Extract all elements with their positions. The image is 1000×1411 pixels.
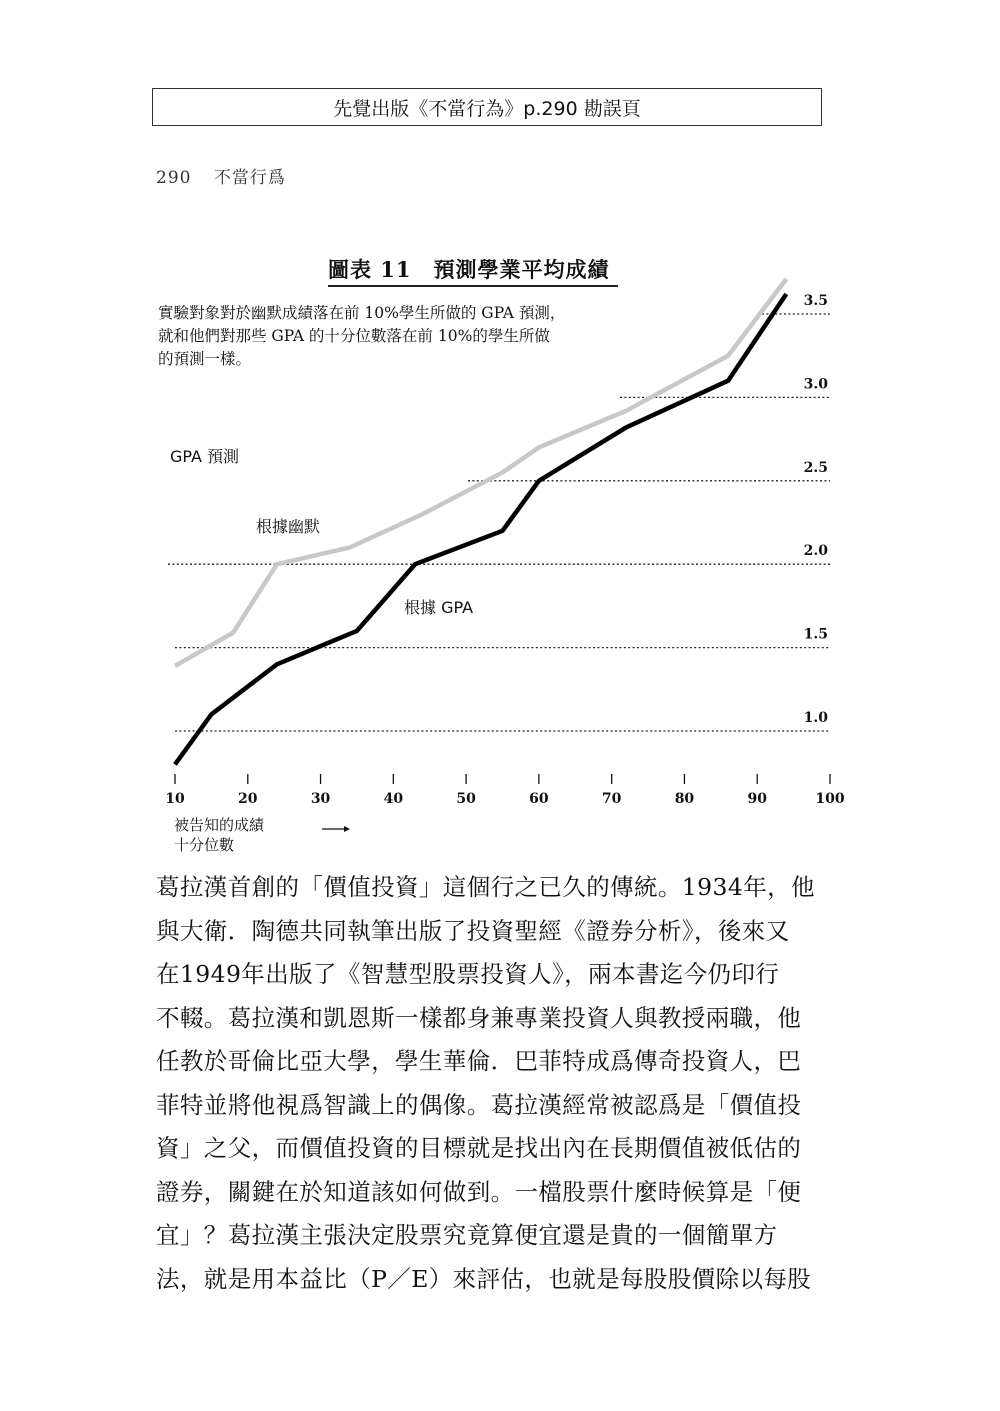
series-line-humor (175, 279, 786, 666)
body-line: 任教於哥倫比亞大學，學生華倫．巴菲特成爲傳奇投資人，巴 (156, 1047, 802, 1075)
x-tick-label: 40 (383, 791, 404, 807)
x-tick-label: 50 (456, 791, 476, 807)
body-line: 葛拉漢首創的「價值投資」這個行之已久的傳統。1934年，他 (156, 873, 815, 901)
body-line: 證券，關鍵在於知道該如何做到。一檔股票什麼時候算是「便 (156, 1177, 802, 1206)
y-tick-label: 2.0 (803, 543, 828, 560)
caption-line-3: 的預測一樣。 (158, 350, 252, 368)
x-axis-label-line-2: 十分位數 (174, 836, 235, 854)
series-label-gpa: 根據 GPA (404, 598, 474, 617)
caption-line-2: 就和他們對那些 GPA 的十分位數落在前 10%的學生所做 (158, 327, 550, 345)
chart-y-axis-label: GPA 預測 (170, 447, 240, 466)
figure-title: 圖表 11 預測學業平均成績 (328, 257, 610, 282)
y-tick-label: 3.5 (803, 293, 828, 309)
x-tick-label: 60 (529, 791, 549, 807)
x-tick-label: 80 (674, 791, 695, 807)
errata-header-text: 先覺出版《不當行為》p.290 勘誤頁 (333, 97, 641, 120)
x-tick-label: 70 (601, 791, 622, 807)
body-line: 不輟。葛拉漢和凱恩斯一樣都身兼專業投資人與教授兩職，他 (156, 1003, 802, 1032)
y-tick-label: 1.5 (803, 626, 828, 643)
caption-line-1: 實驗對象對於幽默成績落在前 10%學生所做的 GPA 預測， (158, 304, 566, 322)
body-line: 與大衛．陶德共同執筆出版了投資聖經《證券分析》，後來又 (156, 916, 790, 945)
y-tick-label: 1.0 (803, 710, 828, 726)
body-line: 菲特並將他視爲智識上的偶像。葛拉漢經常被認爲是「價值投 (156, 1090, 802, 1119)
x-axis-arrow-icon (322, 826, 350, 832)
body-line: 在1949年出版了《智慧型股票投資人》，兩本書迄今仍印行 (156, 960, 780, 988)
y-tick-label: 2.5 (803, 459, 828, 476)
x-tick-label: 10 (165, 791, 185, 807)
page-number: 290 (156, 168, 192, 188)
chart-y-tick-labels (804, 293, 829, 726)
chart-x-axis (165, 774, 845, 807)
body-text (156, 866, 856, 1301)
chart-x-axis-label (174, 815, 264, 855)
book-title: 不當行爲 (213, 168, 286, 188)
x-tick-label: 20 (238, 791, 258, 807)
x-axis-label-line-1: 被告知的成績 (174, 816, 265, 834)
y-tick-label: 3.0 (803, 376, 828, 393)
series-label-humor: 根據幽默 (256, 517, 321, 536)
x-tick-label: 90 (747, 791, 767, 807)
body-line: 法，就是用本益比（P／E）來評估，也就是每股股價除以每股 (156, 1264, 812, 1293)
x-tick-label: 100 (815, 791, 845, 807)
body-line: 資」之父，而價值投資的目標就是找出內在長期價值被低估的 (156, 1134, 802, 1162)
body-line: 宜」？葛拉漢主張決定股票究竟算便宜還是貴的一個簡單方 (156, 1221, 778, 1249)
x-tick-label: 30 (310, 791, 331, 807)
